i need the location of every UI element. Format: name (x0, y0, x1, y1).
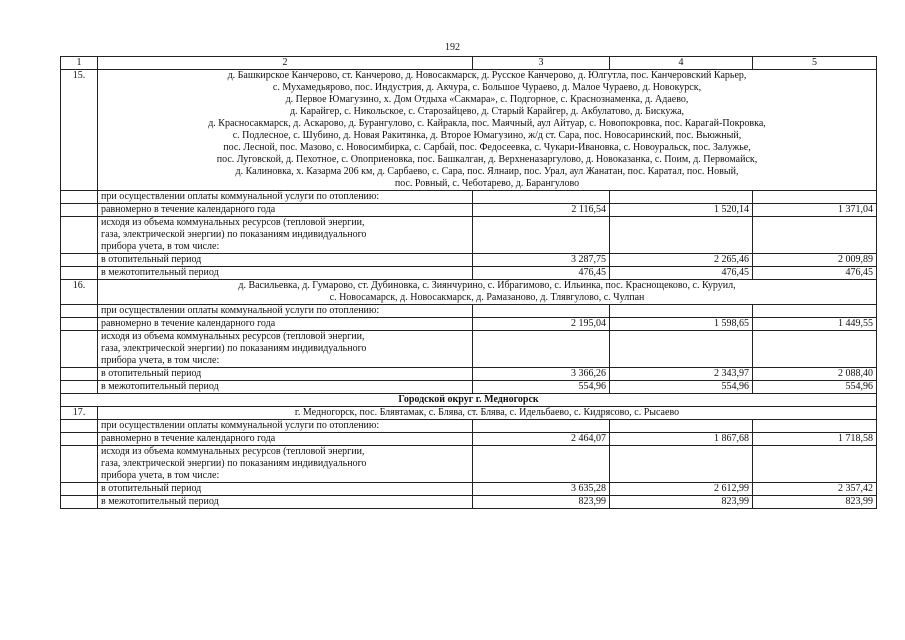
value-cell: 2 195,04 (473, 318, 610, 331)
value-cell (473, 446, 610, 483)
value-cell (753, 446, 877, 483)
item-number: 16. (61, 280, 98, 305)
row-label: при осуществлении оплаты коммунальной услуги по отоплению: (98, 191, 473, 204)
value-cell (610, 446, 753, 483)
num-cell-empty (61, 483, 98, 496)
value-cell (610, 305, 753, 318)
num-cell-empty (61, 433, 98, 446)
row-label: в межотопительный период (98, 267, 473, 280)
heating-period-row (61, 254, 877, 267)
num-cell-empty (61, 368, 98, 381)
locality-line: с. Мухамедьярово, пос. Индустрия, д. Акчура, с. Большое Чураево, д. Малое Чураево, д. Новокурск, (272, 82, 702, 93)
meter-label-line: исходя из объема коммунальных ресурсов (тепловой энергии, (101, 446, 365, 457)
value-cell: 1 718,58 (753, 433, 877, 446)
meter-label (98, 217, 473, 254)
evenly-year-row (61, 433, 877, 446)
value-cell: 554,96 (610, 381, 753, 394)
value-cell: 2 612,99 (610, 483, 753, 496)
locality-line: д. Красносакмарск, д. Аскарово, д. Бурангулово, с. Кайракла, пос. Маячный, аул Айтуар, с. Новопокровка, пос. Карагай-Покровка, (208, 118, 766, 129)
meter-label-line: газа, электрической энергии) по показаниям индивидуального (101, 458, 367, 469)
header-cell: 2 (98, 57, 473, 70)
value-cell (753, 331, 877, 368)
meter-row (61, 217, 877, 254)
num-cell-empty (61, 381, 98, 394)
value-cell (610, 191, 753, 204)
row-label: равномерно в течение календарного года (98, 318, 473, 331)
heating-payment-row (61, 191, 877, 204)
value-cell (753, 420, 877, 433)
row-label: при осуществлении оплаты коммунальной услуги по отоплению: (98, 420, 473, 433)
tariff-table (60, 56, 877, 509)
meter-row (61, 331, 877, 368)
locality-line: с. Подлесное, с. Шубино, д. Новая Ракитянка, д. Второе Юмагузино, ж/д ст. Сара, пос. Новосаринский, пос. Вьюжный, (232, 130, 742, 141)
heating-period-row (61, 483, 877, 496)
header-cell: 5 (753, 57, 877, 70)
meter-label-line: газа, электрической энергии) по показаниям индивидуального (101, 229, 367, 240)
section-row (61, 394, 877, 407)
item-number: 17. (61, 407, 98, 420)
value-cell: 1 867,68 (610, 433, 753, 446)
num-cell-empty (61, 191, 98, 204)
num-cell-empty (61, 496, 98, 509)
value-cell (753, 191, 877, 204)
num-cell-empty (61, 420, 98, 433)
evenly-year-row (61, 204, 877, 217)
num-cell-empty (61, 204, 98, 217)
value-cell: 2 357,42 (753, 483, 877, 496)
row-label: в межотопительный период (98, 496, 473, 509)
interheating-period-row (61, 381, 877, 394)
row-label: в отопительный период (98, 254, 473, 267)
num-cell-empty (61, 331, 98, 368)
num-cell-empty (61, 305, 98, 318)
meter-label-line: прибора учета, в том числе: (101, 355, 220, 366)
value-cell: 476,45 (473, 267, 610, 280)
meter-label-line: исходя из объема коммунальных ресурсов (тепловой энергии, (101, 217, 365, 228)
locality-row (61, 280, 877, 305)
value-cell: 554,96 (753, 381, 877, 394)
locality-line: д. Карайгер, с. Никольское, с. Старозайцево, д. Старый Карайгер, д. Акбулатово, д. Бискужа, (289, 106, 685, 117)
locality-row (61, 70, 877, 191)
meter-label (98, 446, 473, 483)
row-label: равномерно в течение календарного года (98, 433, 473, 446)
meter-row (61, 446, 877, 483)
num-cell-empty (61, 217, 98, 254)
locality-line: д. Васильевка, д. Гумарово, ст. Дубиновка, с. Зиянчурино, с. Ибрагимово, с. Ильинка, пос. Краснощеково, с. Куруил, (238, 280, 736, 291)
value-cell (610, 331, 753, 368)
value-cell: 476,45 (610, 267, 753, 280)
num-cell-empty (61, 254, 98, 267)
value-cell: 2 088,40 (753, 368, 877, 381)
heating-payment-row (61, 305, 877, 318)
value-cell: 554,96 (473, 381, 610, 394)
row-label: равномерно в течение календарного года (98, 204, 473, 217)
locality-list (98, 407, 877, 420)
value-cell (610, 217, 753, 254)
row-label: в отопительный период (98, 483, 473, 496)
locality-line: д. Первое Юмагузино, х. Дом Отдыха «Сакмара», с. Подгорное, с. Краснознаменка, д. Адаево, (285, 94, 689, 105)
value-cell: 476,45 (753, 267, 877, 280)
value-cell: 3 366,26 (473, 368, 610, 381)
locality-line: г. Медногорск, пос. Блявтамак, с. Блява, ст. Блява, с. Идельбаево, с. Кидрясово, с. Рысаево (294, 407, 680, 418)
locality-line: пос. Луговской, д. Пехотное, с. Onoприеновка, пос. Башкалган, д. Верхненазаргулово, д. Новоказанка, с. Поим, д. Первомайск, (216, 154, 758, 165)
value-cell: 2 343,97 (610, 368, 753, 381)
value-cell (610, 420, 753, 433)
meter-label (98, 331, 473, 368)
meter-label-line: прибора учета, в том числе: (101, 241, 220, 252)
item-number: 15. (61, 70, 98, 191)
value-cell (753, 305, 877, 318)
value-cell: 823,99 (753, 496, 877, 509)
header-cell: 4 (610, 57, 753, 70)
row-label: при осуществлении оплаты коммунальной услуги по отоплению: (98, 305, 473, 318)
meter-label-line: прибора учета, в том числе: (101, 470, 220, 481)
value-cell (473, 331, 610, 368)
value-cell (473, 217, 610, 254)
value-cell: 2 116,54 (473, 204, 610, 217)
page-number: 192 (445, 42, 460, 53)
meter-label-line: газа, электрической энергии) по показаниям индивидуального (101, 343, 367, 354)
locality-line: с. Новосамарск, д. Новосакмарск, д. Рамазаново, д. Тлявгулово, с. Чулпан (329, 292, 645, 303)
header-row (61, 57, 877, 70)
locality-line: д. Башкирское Канчерово, ст. Канчерово, д. Новосакмарск, д. Русское Канчерово, д. Юлгутла, пос. Канчеровский Карьер, (227, 70, 747, 81)
value-cell (473, 305, 610, 318)
num-cell-empty (61, 446, 98, 483)
evenly-year-row (61, 318, 877, 331)
heating-period-row (61, 368, 877, 381)
value-cell: 3 635,28 (473, 483, 610, 496)
value-cell (753, 217, 877, 254)
header-cell: 3 (473, 57, 610, 70)
section-title: Городской округ г. Медногорск (61, 394, 877, 407)
locality-line: д. Калиновка, х. Казарма 206 км, д. Сарбаево, с. Сара, пос. Ялнаир, пос. Урал, аул Жанатан, пос. Каратал, пос. Новый, (235, 166, 739, 177)
value-cell: 1 520,14 (610, 204, 753, 217)
locality-list (98, 280, 877, 305)
value-cell (473, 420, 610, 433)
value-cell: 1 371,04 (753, 204, 877, 217)
num-cell-empty (61, 318, 98, 331)
interheating-period-row (61, 496, 877, 509)
value-cell: 1 598,65 (610, 318, 753, 331)
value-cell (473, 191, 610, 204)
value-cell: 823,99 (473, 496, 610, 509)
interheating-period-row (61, 267, 877, 280)
locality-row (61, 407, 877, 420)
heating-payment-row (61, 420, 877, 433)
value-cell: 2 265,46 (610, 254, 753, 267)
locality-line: пос. Ровный, с. Чеботарево, д. Барангулово (394, 178, 580, 189)
value-cell: 3 287,75 (473, 254, 610, 267)
value-cell: 2 464,07 (473, 433, 610, 446)
num-cell-empty (61, 267, 98, 280)
meter-label-line: исходя из объема коммунальных ресурсов (тепловой энергии, (101, 331, 365, 342)
locality-line: пос. Лесной, пос. Мазово, с. Новосимбирка, с. Сарбай, пос. Федосеевка, с. Чукари-Ивановка, с. Новоуральск, пос. Залужье, (223, 142, 751, 153)
value-cell: 2 009,89 (753, 254, 877, 267)
locality-list (98, 70, 877, 191)
row-label: в межотопительный период (98, 381, 473, 394)
value-cell: 1 449,55 (753, 318, 877, 331)
row-label: в отопительный период (98, 368, 473, 381)
header-cell: 1 (61, 57, 98, 70)
value-cell: 823,99 (610, 496, 753, 509)
